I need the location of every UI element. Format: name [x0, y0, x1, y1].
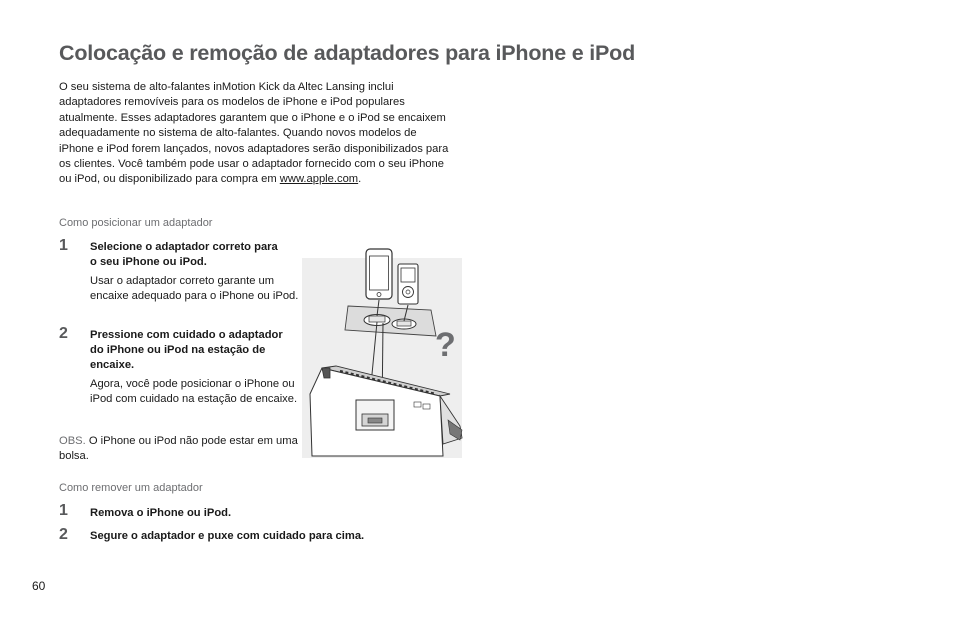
note-label: OBS. — [59, 435, 86, 447]
remove-section-title: Como remover um adaptador — [59, 482, 203, 494]
place-section-title: Como posicionar um adaptador — [59, 217, 213, 229]
dock-adapter-illustration — [300, 244, 470, 459]
remove-step-1-heading: Remova o iPhone ou iPod. — [90, 507, 232, 519]
place-step-2-heading: Pressione com cuidado o adaptador do iPhone ou iPod na estação de encaixe. — [90, 329, 283, 372]
intro-text: O seu sistema de alto-falantes inMotion Kick da Altec Lansing inclui adaptadores removíveis para os modelos de iPhone e iPod populares atualmente. Esses adaptadores garantem que o iPhone e o iPod se encaixem adequadamente no sistema de alto-falantes. Quando novos modelos de iPhone e iPod forem lançados, novos adaptadores serão disponibilizados para os clientes. Você também pode usar o adaptador fornecido com o seu iPhone ou iPod, ou disponibilizado para compra em — [59, 81, 449, 186]
place-step-2-body: Agora, você pode posicionar o iPhone ou iPod com cuidado na estação de encaixe. — [90, 378, 298, 406]
apple-link[interactable]: www.apple.com — [279, 173, 359, 186]
intro-paragraph — [59, 80, 454, 188]
page-title: Colocação e remoção de adaptadores para iPhone e iPod — [59, 41, 636, 65]
place-step-1-number: 1 — [59, 237, 68, 254]
place-step-2-number: 2 — [59, 325, 68, 342]
intro-end: . — [358, 173, 362, 186]
remove-step-2-heading: Segure o adaptador e puxe com cuidado para cima. — [90, 530, 365, 542]
remove-step-1-number: 1 — [59, 502, 68, 519]
note-text: O iPhone ou iPod não pode estar em uma bolsa. — [59, 435, 298, 463]
iphone-drawing — [366, 249, 392, 299]
page-number: 60 — [32, 579, 46, 593]
remove-step-2-number: 2 — [59, 526, 68, 543]
place-step-1-body: Usar o adaptador correto garante um encaixe adequado para o iPhone ou iPod. — [90, 275, 299, 303]
place-step-1-heading: Selecione o adaptador correto para o seu iPhone ou iPod. — [90, 241, 278, 269]
note — [59, 434, 309, 465]
ipod-drawing — [398, 264, 418, 304]
question-mark: ? — [435, 326, 456, 364]
